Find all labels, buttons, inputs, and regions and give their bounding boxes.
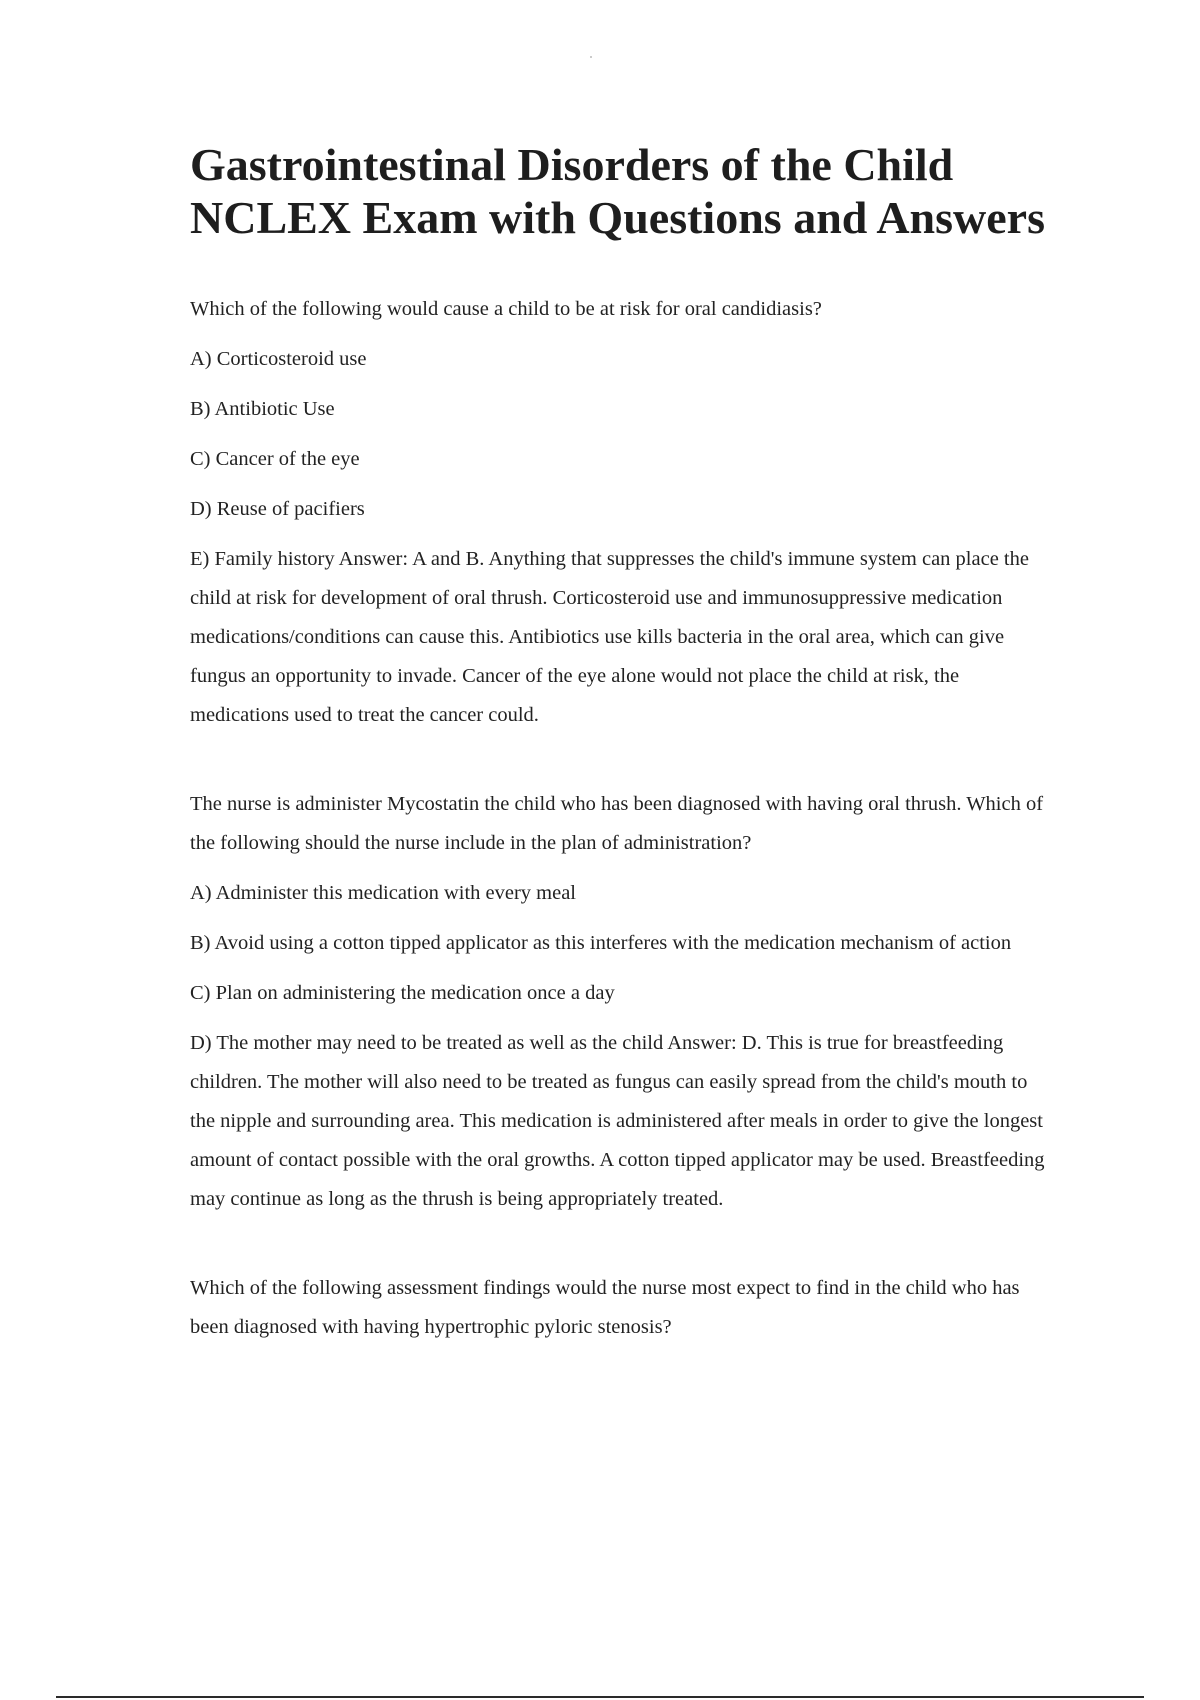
answer-option: D) Reuse of pacifiers bbox=[190, 498, 365, 520]
question-block-2 bbox=[190, 785, 1050, 1219]
answer-option: A) Administer this medication with every meal bbox=[190, 882, 576, 904]
title-line-2: NCLEX Exam with Questions and Answers bbox=[190, 192, 1045, 243]
question-stem: Which of the following would cause a child to be at risk for oral candidiasis? bbox=[190, 298, 822, 320]
answer-option: B) Avoid using a cotton tipped applicator as this interferes with the medication mechanism of action bbox=[190, 932, 1012, 954]
question-stem: The nurse is administer Mycostatin the child who has been diagnosed with having oral thrush. Which of the following should the nurse include in the plan of administration? bbox=[190, 793, 1044, 854]
answer-option-with-rationale: D) The mother may need to be treated as well as the child Answer: D. This is true for breastfeeding children. The mother will also need to be treated as fungus can easily spread from the child's mouth to the nipple and surrounding area. This medication is administered after meals in order to give the longest amount of contact possible with the oral growths. A cotton tipped applicator may be used. Breastfeeding may continue as long as the thrush is being appropriately treated. bbox=[190, 1032, 1045, 1210]
answer-option: C) Plan on administering the medication once a day bbox=[190, 982, 615, 1004]
answer-option: B) Antibiotic Use bbox=[190, 398, 335, 420]
title-line-1: Gastrointestinal Disorders of the Child bbox=[190, 139, 954, 190]
answer-option: A) Corticosteroid use bbox=[190, 348, 367, 370]
question-block-1 bbox=[190, 290, 1050, 735]
question-stem: Which of the following assessment findings would the nurse most expect to find in the child who has been diagnosed with having hypertrophic pyloric stenosis? bbox=[190, 1277, 1020, 1338]
answer-option: C) Cancer of the eye bbox=[190, 448, 360, 470]
page-bottom-rule bbox=[56, 1696, 1144, 1698]
answer-option-with-rationale: E) Family history Answer: A and B. Anything that suppresses the child's immune system can place the child at risk for development of oral thrush. Corticosteroid use and immunosuppressive medication medications/conditions can cause this. Antibiotics use kills bacteria in the oral area, which can give fungus an opportunity to invade. Cancer of the eye alone would not place the child at risk, the medications used to treat the cancer could. bbox=[190, 548, 1029, 726]
document-title bbox=[190, 138, 1090, 244]
question-block-3 bbox=[190, 1269, 1050, 1347]
document-body bbox=[190, 290, 1050, 1358]
scan-speck bbox=[590, 56, 592, 58]
